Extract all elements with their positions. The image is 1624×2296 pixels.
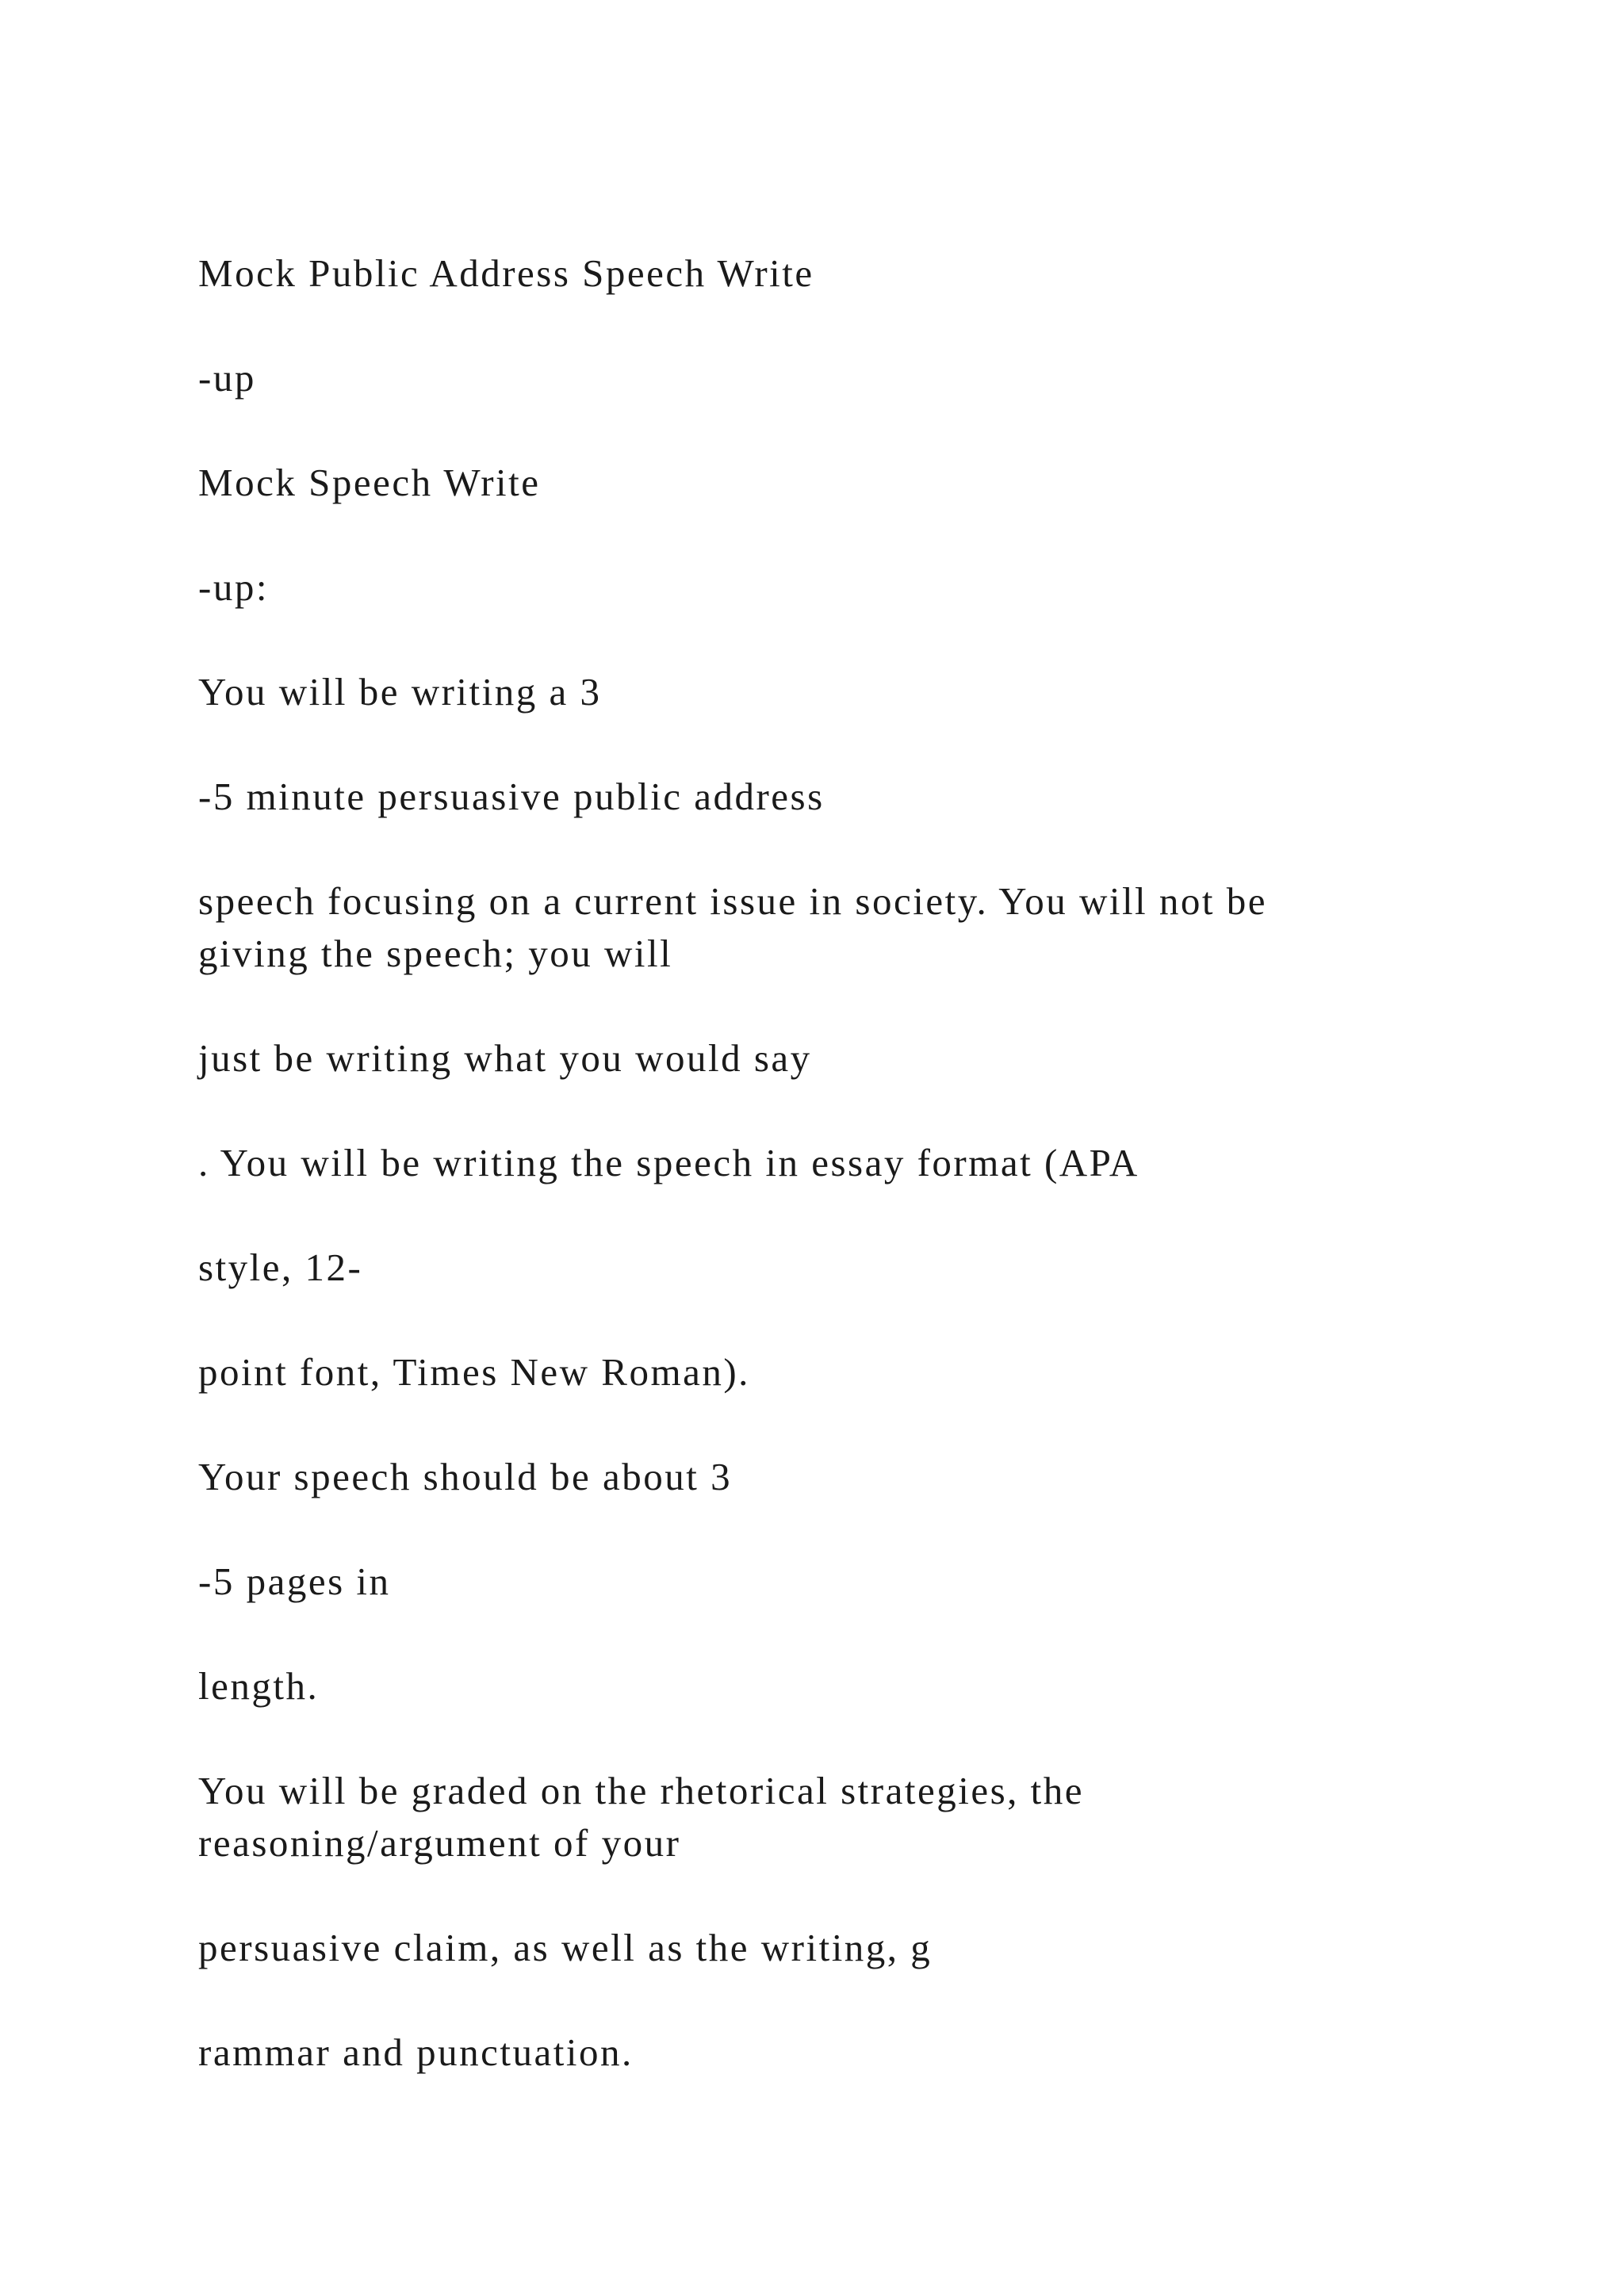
paragraph-15 [198, 1765, 1435, 1869]
paragraph-4 [198, 561, 1435, 614]
text-line: rammar and punctuation. [198, 2030, 634, 2074]
text-line: You will be graded on the rhetorical strategies, the [198, 1769, 1085, 1812]
text-line: Mock Speech Write [198, 461, 541, 504]
paragraph-2 [198, 352, 1435, 404]
paragraph-17 [198, 2026, 1435, 2079]
paragraph-10 [198, 1242, 1435, 1294]
paragraph-9 [198, 1137, 1435, 1189]
text-line: Your speech should be about 3 [198, 1455, 733, 1498]
paragraph-1 [198, 247, 1435, 300]
paragraph-12 [198, 1451, 1435, 1503]
paragraph-13 [198, 1556, 1435, 1608]
paragraph-14 [198, 1660, 1435, 1712]
text-line: -5 minute persuasive public address [198, 775, 825, 818]
paragraph-5 [198, 666, 1435, 718]
paragraph-8 [198, 1032, 1435, 1085]
text-line: style, 12- [198, 1246, 363, 1289]
text-line: giving the speech; you will [198, 932, 673, 975]
text-line: Mock Public Address Speech Write [198, 251, 814, 295]
paragraph-11 [198, 1346, 1435, 1399]
paragraph-3 [198, 457, 1435, 509]
text-line: You will be writing a 3 [198, 670, 602, 714]
text-line: . You will be writing the speech in essay format (APA [198, 1141, 1139, 1184]
text-line: point font, Times New Roman). [198, 1350, 750, 1394]
text-line: persuasive claim, as well as the writing, g [198, 1926, 933, 1969]
paragraph-7 [198, 875, 1435, 980]
text-line: -up: [198, 565, 269, 609]
paragraph-16 [198, 1922, 1435, 1974]
text-line: speech focusing on a current issue in society. You will not be [198, 879, 1268, 923]
text-line: length. [198, 1664, 320, 1708]
paragraph-6 [198, 771, 1435, 823]
text-line: -up [198, 356, 256, 400]
text-line: reasoning/argument of your [198, 1821, 681, 1865]
text-line: -5 pages in [198, 1559, 391, 1603]
text-line: just be writing what you would say [198, 1036, 812, 1080]
